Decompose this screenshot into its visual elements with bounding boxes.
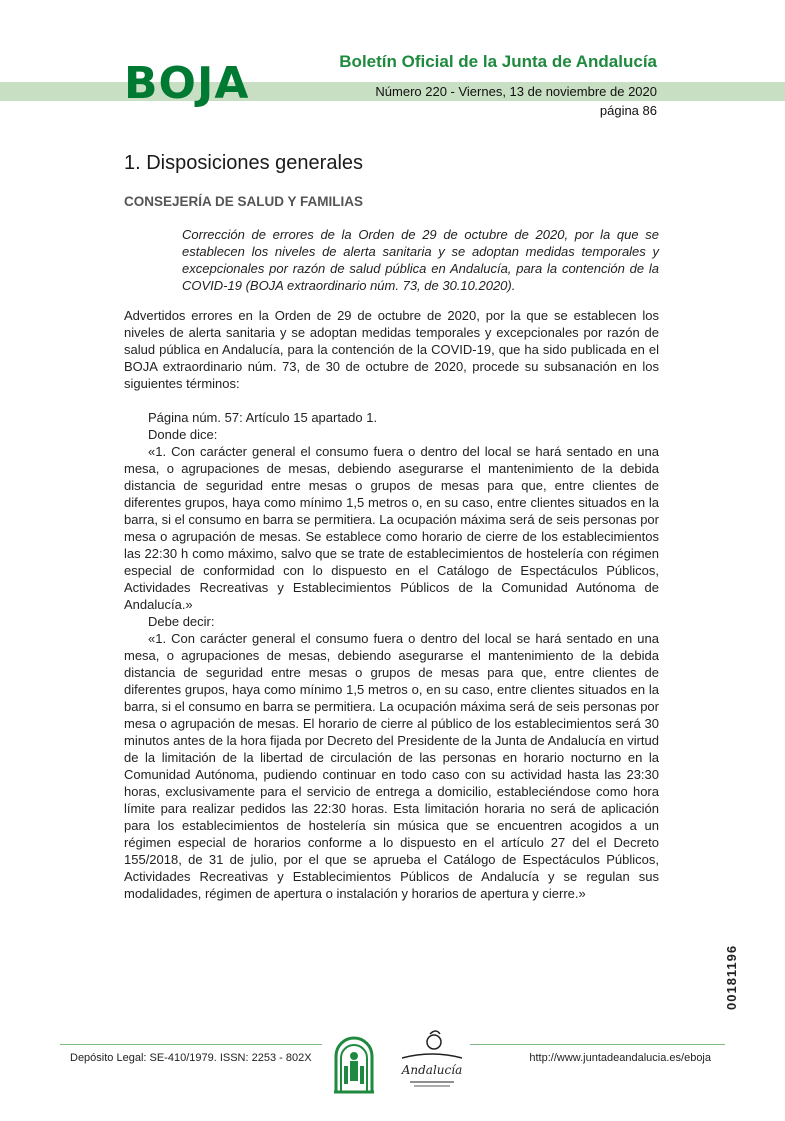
body-text bbox=[124, 307, 659, 902]
debe-decir-label: Debe decir: bbox=[148, 614, 215, 629]
donde-dice-text: «1. Con carácter general el consumo fuera o dentro del local se hará sentado en una mesa, o agrupaciones de mesas, debiendo asegurarse el mantenimiento de la debida distancia de seguridad entre mesas o grupos de mesas para que, entre clientes de diferentes grupos, haya como mínimo 1,5 metros o, en su caso, entre clientes situados en la barra, si el consumo en barra se permitiera. La ocupación máxima será de seis personas por mesa o agrupación de mesas. Se establece como horario de cierre de los establecimientos las 22:30 h como máximo, salvo que se trate de establecimientos de hostelería con régimen especial de conformidad con lo dispuesto en el Catálogo de Espectáculos Públicos, Actividades Recreativas y Establecimientos Públicos de la Comunidad Autónoma de Andalucía.» bbox=[124, 444, 659, 612]
debe-decir-text: «1. Con carácter general el consumo fuera o dentro del local se hará sentado en una mesa, o agrupaciones de mesas, debiendo asegurarse el mantenimiento de la debida distancia de seguridad entre mesas o grupos de mesas para que, entre clientes de diferentes grupos, haya como mínimo 1,5 metros o, en su caso, entre clientes situados en la barra, si el consumo en barra se permitiera. La ocupación máxima será de seis personas por mesa o agrupación de mesas. El horario de cierre al público de los establecimientos será 30 minutos antes de la hora fijada por Decreto del Presidente de la Junta de Andalucía en virtud de la limitación de la libertad de circulación de las personas en horario nocturno en la Comunidad Autónoma, pudiendo continuar en todo caso con su actividad hasta las 23:30 horas, exclusivamente para el servicio de entrega a domicilio, estableciéndose como hora límite para realizar pedidos las 22:30 horas. Esta limitación horaria no será de aplicación para los establecimientos de hostelería sin música que se encuentren acogidos a un régimen especial de horarios conforme a lo dispuesto en el artículo 27 del el Decreto 155/2018, de 31 de julio, por el que se aprueba el Catálogo de Espectáculos Públicos, Actividades Recreativas y Establecimientos Públicos de Andalucía y se regulan sus modalidades, régimen de apertura o instalación y horarios de apertura y cierre.» bbox=[124, 631, 659, 901]
section-title: 1. Disposiciones generales bbox=[124, 152, 364, 174]
junta-andalucia-emblem-icon bbox=[330, 1026, 378, 1096]
document-id: 00181196 bbox=[724, 944, 739, 1010]
page-reference: Página núm. 57: Artículo 15 apartado 1. bbox=[148, 410, 378, 425]
legal-deposit: Depósito Legal: SE-410/1979. ISSN: 2253 - 802X bbox=[70, 1052, 312, 1064]
boja-logo: BOJA bbox=[124, 58, 250, 109]
website-url[interactable]: http://www.juntadeandalucia.es/eboja bbox=[529, 1052, 711, 1064]
summary-text: Corrección de errores de la Orden de 29 de octubre de 2020, por la que se establecen los niveles de alerta sanitaria y se adoptan medidas temporales y excepcionales por razón de salud pública en Andalucía, para la contención de la COVID-19 (BOJA extraordinario núm. 73, de 30.10.2020). bbox=[182, 227, 659, 293]
andalucia-logo-icon bbox=[392, 1028, 472, 1092]
donde-dice-label: Donde dice: bbox=[148, 427, 218, 442]
issue-info: Número 220 - Viernes, 13 de noviembre de 2020 bbox=[375, 84, 657, 99]
page-number: página 86 bbox=[599, 103, 657, 118]
andalucia-logo-text: Andalucía bbox=[401, 1063, 463, 1077]
department-name: CONSEJERÍA DE SALUD Y FAMILIAS bbox=[124, 194, 364, 209]
bulletin-title: Boletín Oficial de la Junta de Andalucía bbox=[339, 52, 657, 71]
intro-paragraph: Advertidos errores en la Orden de 29 de octubre de 2020, por la que se establecen los niveles de alerta sanitaria y se adoptan medidas temporales y excepcionales por razón de salud pública en Andalucía, para la contención de la COVID-19, que ha sido publicada en el BOJA extraordinario núm. 73, de 30 de octubre de 2020, procede su subsanación en los siguientes términos: bbox=[124, 308, 659, 391]
footer-line-left bbox=[60, 1044, 322, 1045]
footer-line-right bbox=[470, 1044, 725, 1045]
